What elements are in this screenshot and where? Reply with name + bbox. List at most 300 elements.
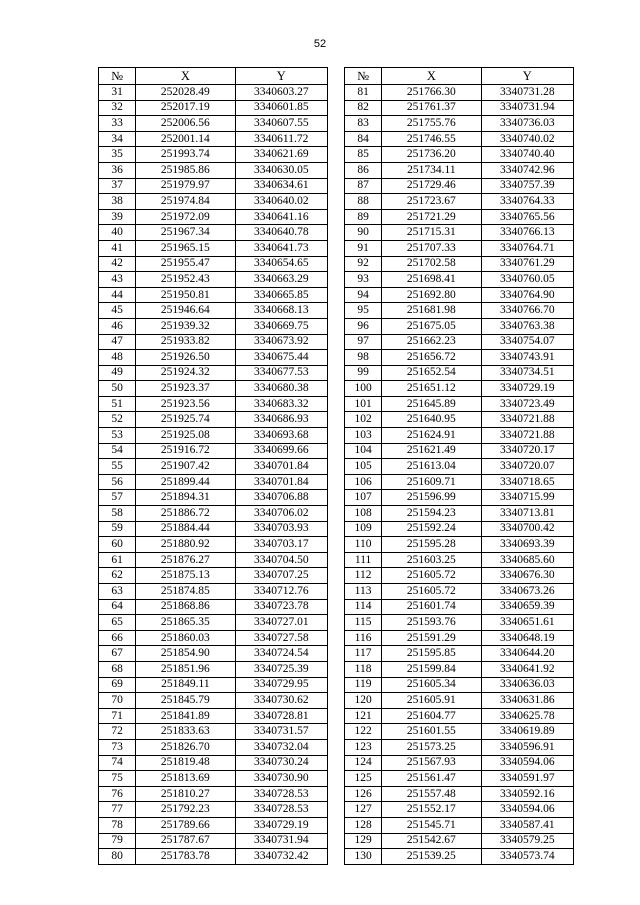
table-row [99, 615, 574, 631]
column-gap [327, 584, 344, 600]
table-row [99, 396, 574, 412]
right-x-coordinate-cell: 251591.29 [382, 630, 481, 646]
left-y-coordinate-cell: 3340730.90 [235, 771, 327, 787]
left-x-coordinate-cell: 251926.50 [136, 350, 235, 366]
column-gap [327, 490, 344, 506]
right-point-number-cell: 87 [345, 178, 382, 194]
table-row [99, 350, 574, 366]
left-point-number-cell: 53 [99, 428, 136, 444]
right-x-coordinate-cell: 251652.54 [382, 365, 481, 381]
left-x-coordinate-cell: 251860.03 [136, 630, 235, 646]
right-point-number-cell: 128 [345, 817, 382, 833]
table-row [99, 240, 574, 256]
table-row [99, 521, 574, 537]
left-point-number-cell: 78 [99, 817, 136, 833]
column-gap [327, 209, 344, 225]
right-point-number-cell: 111 [345, 552, 382, 568]
left-y-coordinate-cell: 3340730.24 [235, 755, 327, 771]
column-gap [327, 817, 344, 833]
right-y-coordinate-cell: 3340720.07 [481, 459, 573, 475]
right-point-number-cell: 84 [345, 131, 382, 147]
column-gap [327, 802, 344, 818]
column-gap [327, 381, 344, 397]
left-x-coordinate-cell: 252006.56 [136, 116, 235, 132]
left-x-coordinate-cell: 251894.31 [136, 490, 235, 506]
left-x-coordinate-cell: 251923.56 [136, 396, 235, 412]
column-gap [327, 833, 344, 849]
left-x-coordinate-cell: 251884.44 [136, 521, 235, 537]
right-point-number-cell: 117 [345, 646, 382, 662]
left-y-coordinate-cell: 3340634.61 [235, 178, 327, 194]
left-y-coordinate-cell: 3340641.16 [235, 209, 327, 225]
right-point-number-cell: 108 [345, 506, 382, 522]
header-y-right: Y [481, 68, 573, 85]
left-point-number-cell: 35 [99, 147, 136, 163]
table-row [99, 318, 574, 334]
right-x-coordinate-cell: 251605.34 [382, 677, 481, 693]
left-point-number-cell: 63 [99, 584, 136, 600]
left-x-coordinate-cell: 252001.14 [136, 131, 235, 147]
left-x-coordinate-cell: 251792.23 [136, 802, 235, 818]
right-x-coordinate-cell: 251593.76 [382, 615, 481, 631]
right-point-number-cell: 89 [345, 209, 382, 225]
left-x-coordinate-cell: 252017.19 [136, 100, 235, 116]
left-point-number-cell: 40 [99, 225, 136, 241]
right-x-coordinate-cell: 251640.95 [382, 412, 481, 428]
column-gap [327, 68, 344, 85]
right-y-coordinate-cell: 3340764.90 [481, 287, 573, 303]
column-gap [327, 365, 344, 381]
left-x-coordinate-cell: 251833.63 [136, 724, 235, 740]
table-row [99, 771, 574, 787]
table-row [99, 568, 574, 584]
right-point-number-cell: 86 [345, 162, 382, 178]
left-point-number-cell: 41 [99, 240, 136, 256]
left-point-number-cell: 42 [99, 256, 136, 272]
right-y-coordinate-cell: 3340573.74 [481, 849, 573, 865]
left-y-coordinate-cell: 3340730.62 [235, 693, 327, 709]
left-x-coordinate-cell: 251967.34 [136, 225, 235, 241]
right-x-coordinate-cell: 251613.04 [382, 459, 481, 475]
left-y-coordinate-cell: 3340641.73 [235, 240, 327, 256]
table-row [99, 599, 574, 615]
table-row [99, 630, 574, 646]
right-y-coordinate-cell: 3340685.60 [481, 552, 573, 568]
table-row [99, 490, 574, 506]
right-point-number-cell: 102 [345, 412, 382, 428]
table-row [99, 272, 574, 288]
left-y-coordinate-cell: 3340703.17 [235, 537, 327, 553]
left-y-coordinate-cell: 3340699.66 [235, 443, 327, 459]
left-x-coordinate-cell: 251974.84 [136, 194, 235, 210]
left-point-number-cell: 46 [99, 318, 136, 334]
column-gap [327, 318, 344, 334]
right-x-coordinate-cell: 251656.72 [382, 350, 481, 366]
left-x-coordinate-cell: 251845.79 [136, 693, 235, 709]
table-row [99, 755, 574, 771]
column-gap [327, 630, 344, 646]
right-x-coordinate-cell: 251707.33 [382, 240, 481, 256]
left-x-coordinate-cell: 251939.32 [136, 318, 235, 334]
right-x-coordinate-cell: 251605.91 [382, 693, 481, 709]
left-point-number-cell: 72 [99, 724, 136, 740]
left-y-coordinate-cell: 3340686.93 [235, 412, 327, 428]
right-y-coordinate-cell: 3340625.78 [481, 708, 573, 724]
left-x-coordinate-cell: 251880.92 [136, 537, 235, 553]
right-y-coordinate-cell: 3340641.92 [481, 661, 573, 677]
right-x-coordinate-cell: 251645.89 [382, 396, 481, 412]
right-y-coordinate-cell: 3340764.33 [481, 194, 573, 210]
right-point-number-cell: 129 [345, 833, 382, 849]
right-point-number-cell: 90 [345, 225, 382, 241]
right-point-number-cell: 121 [345, 708, 382, 724]
left-point-number-cell: 60 [99, 537, 136, 553]
left-point-number-cell: 36 [99, 162, 136, 178]
column-gap [327, 256, 344, 272]
right-y-coordinate-cell: 3340673.26 [481, 584, 573, 600]
right-y-coordinate-cell: 3340721.88 [481, 412, 573, 428]
left-x-coordinate-cell: 251925.08 [136, 428, 235, 444]
header-x-left: X [136, 68, 235, 85]
left-x-coordinate-cell: 251826.70 [136, 739, 235, 755]
right-y-coordinate-cell: 3340718.65 [481, 474, 573, 490]
column-gap [327, 443, 344, 459]
column-gap [327, 615, 344, 631]
table-row [99, 256, 574, 272]
column-gap [327, 225, 344, 241]
right-point-number-cell: 94 [345, 287, 382, 303]
right-point-number-cell: 123 [345, 739, 382, 755]
column-gap [327, 116, 344, 132]
column-gap [327, 334, 344, 350]
right-y-coordinate-cell: 3340659.39 [481, 599, 573, 615]
left-x-coordinate-cell: 252028.49 [136, 85, 235, 101]
left-x-coordinate-cell: 251946.64 [136, 303, 235, 319]
right-y-coordinate-cell: 3340631.86 [481, 693, 573, 709]
column-gap [327, 646, 344, 662]
column-gap [327, 677, 344, 693]
table-row [99, 739, 574, 755]
right-point-number-cell: 81 [345, 85, 382, 101]
left-x-coordinate-cell: 251787.67 [136, 833, 235, 849]
table-row [99, 786, 574, 802]
right-y-coordinate-cell: 3340594.06 [481, 802, 573, 818]
header-number-right: № [345, 68, 382, 85]
right-x-coordinate-cell: 251698.41 [382, 272, 481, 288]
column-gap [327, 350, 344, 366]
right-y-coordinate-cell: 3340591.97 [481, 771, 573, 787]
right-point-number-cell: 110 [345, 537, 382, 553]
left-point-number-cell: 44 [99, 287, 136, 303]
right-y-coordinate-cell: 3340740.02 [481, 131, 573, 147]
left-point-number-cell: 74 [99, 755, 136, 771]
right-y-coordinate-cell: 3340731.28 [481, 85, 573, 101]
right-x-coordinate-cell: 251729.46 [382, 178, 481, 194]
right-point-number-cell: 122 [345, 724, 382, 740]
left-point-number-cell: 59 [99, 521, 136, 537]
right-y-coordinate-cell: 3340587.41 [481, 817, 573, 833]
right-point-number-cell: 119 [345, 677, 382, 693]
right-point-number-cell: 125 [345, 771, 382, 787]
right-y-coordinate-cell: 3340757.39 [481, 178, 573, 194]
column-gap [327, 162, 344, 178]
left-point-number-cell: 32 [99, 100, 136, 116]
right-point-number-cell: 92 [345, 256, 382, 272]
right-x-coordinate-cell: 251552.17 [382, 802, 481, 818]
left-y-coordinate-cell: 3340665.85 [235, 287, 327, 303]
left-y-coordinate-cell: 3340703.93 [235, 521, 327, 537]
right-y-coordinate-cell: 3340740.40 [481, 147, 573, 163]
left-point-number-cell: 47 [99, 334, 136, 350]
column-gap [327, 693, 344, 709]
column-gap [327, 459, 344, 475]
right-y-coordinate-cell: 3340579.25 [481, 833, 573, 849]
right-point-number-cell: 113 [345, 584, 382, 600]
right-y-coordinate-cell: 3340676.30 [481, 568, 573, 584]
right-x-coordinate-cell: 251595.28 [382, 537, 481, 553]
right-x-coordinate-cell: 251595.85 [382, 646, 481, 662]
left-x-coordinate-cell: 251979.97 [136, 178, 235, 194]
right-point-number-cell: 95 [345, 303, 382, 319]
table-row [99, 100, 574, 116]
right-point-number-cell: 112 [345, 568, 382, 584]
column-gap [327, 755, 344, 771]
left-y-coordinate-cell: 3340668.13 [235, 303, 327, 319]
right-point-number-cell: 91 [345, 240, 382, 256]
left-point-number-cell: 54 [99, 443, 136, 459]
left-y-coordinate-cell: 3340611.72 [235, 131, 327, 147]
right-x-coordinate-cell: 251723.67 [382, 194, 481, 210]
right-point-number-cell: 99 [345, 365, 382, 381]
right-x-coordinate-cell: 251601.74 [382, 599, 481, 615]
left-point-number-cell: 51 [99, 396, 136, 412]
right-x-coordinate-cell: 251596.99 [382, 490, 481, 506]
table-row [99, 116, 574, 132]
table-row [99, 693, 574, 709]
right-y-coordinate-cell: 3340713.81 [481, 506, 573, 522]
column-gap [327, 303, 344, 319]
left-point-number-cell: 39 [99, 209, 136, 225]
right-x-coordinate-cell: 251542.67 [382, 833, 481, 849]
left-y-coordinate-cell: 3340680.38 [235, 381, 327, 397]
column-gap [327, 786, 344, 802]
left-y-coordinate-cell: 3340663.29 [235, 272, 327, 288]
right-y-coordinate-cell: 3340619.89 [481, 724, 573, 740]
left-point-number-cell: 62 [99, 568, 136, 584]
right-point-number-cell: 97 [345, 334, 382, 350]
column-gap [327, 178, 344, 194]
right-y-coordinate-cell: 3340644.20 [481, 646, 573, 662]
right-y-coordinate-cell: 3340723.49 [481, 396, 573, 412]
table-row [99, 365, 574, 381]
left-y-coordinate-cell: 3340707.25 [235, 568, 327, 584]
right-x-coordinate-cell: 251624.91 [382, 428, 481, 444]
left-point-number-cell: 56 [99, 474, 136, 490]
right-x-coordinate-cell: 251594.23 [382, 506, 481, 522]
left-point-number-cell: 64 [99, 599, 136, 615]
table-row [99, 849, 574, 865]
left-point-number-cell: 71 [99, 708, 136, 724]
left-y-coordinate-cell: 3340640.02 [235, 194, 327, 210]
table-row [99, 537, 574, 553]
right-point-number-cell: 93 [345, 272, 382, 288]
table-row [99, 833, 574, 849]
right-x-coordinate-cell: 251609.71 [382, 474, 481, 490]
right-x-coordinate-cell: 251573.25 [382, 739, 481, 755]
table-header-row [99, 68, 574, 85]
left-x-coordinate-cell: 251865.35 [136, 615, 235, 631]
left-point-number-cell: 73 [99, 739, 136, 755]
left-x-coordinate-cell: 251899.44 [136, 474, 235, 490]
left-point-number-cell: 65 [99, 615, 136, 631]
table-row [99, 303, 574, 319]
left-x-coordinate-cell: 251924.32 [136, 365, 235, 381]
left-point-number-cell: 55 [99, 459, 136, 475]
left-x-coordinate-cell: 251972.09 [136, 209, 235, 225]
left-x-coordinate-cell: 251874.85 [136, 584, 235, 600]
left-x-coordinate-cell: 251810.27 [136, 786, 235, 802]
table-row [99, 194, 574, 210]
right-x-coordinate-cell: 251675.05 [382, 318, 481, 334]
left-y-coordinate-cell: 3340701.84 [235, 474, 327, 490]
table-row [99, 147, 574, 163]
right-y-coordinate-cell: 3340764.71 [481, 240, 573, 256]
table-row [99, 677, 574, 693]
table-row [99, 225, 574, 241]
left-y-coordinate-cell: 3340729.95 [235, 677, 327, 693]
right-x-coordinate-cell: 251601.55 [382, 724, 481, 740]
right-x-coordinate-cell: 251736.20 [382, 147, 481, 163]
right-x-coordinate-cell: 251721.29 [382, 209, 481, 225]
right-y-coordinate-cell: 3340766.70 [481, 303, 573, 319]
column-gap [327, 412, 344, 428]
left-y-coordinate-cell: 3340601.85 [235, 100, 327, 116]
left-y-coordinate-cell: 3340732.42 [235, 849, 327, 865]
right-x-coordinate-cell: 251734.11 [382, 162, 481, 178]
right-x-coordinate-cell: 251561.47 [382, 771, 481, 787]
right-y-coordinate-cell: 3340651.61 [481, 615, 573, 631]
table-row [99, 287, 574, 303]
left-point-number-cell: 69 [99, 677, 136, 693]
left-y-coordinate-cell: 3340621.69 [235, 147, 327, 163]
table-row [99, 334, 574, 350]
right-point-number-cell: 126 [345, 786, 382, 802]
right-y-coordinate-cell: 3340743.91 [481, 350, 573, 366]
left-point-number-cell: 80 [99, 849, 136, 865]
right-y-coordinate-cell: 3340742.96 [481, 162, 573, 178]
right-x-coordinate-cell: 251603.25 [382, 552, 481, 568]
left-point-number-cell: 76 [99, 786, 136, 802]
left-x-coordinate-cell: 251813.69 [136, 771, 235, 787]
header-number-left: № [99, 68, 136, 85]
right-point-number-cell: 88 [345, 194, 382, 210]
right-x-coordinate-cell: 251662.23 [382, 334, 481, 350]
left-y-coordinate-cell: 3340732.04 [235, 739, 327, 755]
right-point-number-cell: 120 [345, 693, 382, 709]
left-y-coordinate-cell: 3340712.76 [235, 584, 327, 600]
table-row [99, 443, 574, 459]
left-x-coordinate-cell: 251886.72 [136, 506, 235, 522]
left-y-coordinate-cell: 3340607.55 [235, 116, 327, 132]
right-point-number-cell: 115 [345, 615, 382, 631]
left-y-coordinate-cell: 3340728.53 [235, 802, 327, 818]
left-y-coordinate-cell: 3340675.44 [235, 350, 327, 366]
right-y-coordinate-cell: 3340763.38 [481, 318, 573, 334]
left-y-coordinate-cell: 3340728.53 [235, 786, 327, 802]
left-y-coordinate-cell: 3340723.78 [235, 599, 327, 615]
column-gap [327, 771, 344, 787]
right-point-number-cell: 114 [345, 599, 382, 615]
table-row [99, 661, 574, 677]
right-y-coordinate-cell: 3340761.29 [481, 256, 573, 272]
left-y-coordinate-cell: 3340677.53 [235, 365, 327, 381]
table-row [99, 724, 574, 740]
left-x-coordinate-cell: 251955.47 [136, 256, 235, 272]
right-y-coordinate-cell: 3340754.07 [481, 334, 573, 350]
left-point-number-cell: 77 [99, 802, 136, 818]
right-y-coordinate-cell: 3340765.56 [481, 209, 573, 225]
left-y-coordinate-cell: 3340693.68 [235, 428, 327, 444]
left-y-coordinate-cell: 3340673.92 [235, 334, 327, 350]
right-x-coordinate-cell: 251539.25 [382, 849, 481, 865]
left-point-number-cell: 33 [99, 116, 136, 132]
left-x-coordinate-cell: 251933.82 [136, 334, 235, 350]
left-x-coordinate-cell: 251950.81 [136, 287, 235, 303]
column-gap [327, 599, 344, 615]
left-y-coordinate-cell: 3340729.19 [235, 817, 327, 833]
right-y-coordinate-cell: 3340721.88 [481, 428, 573, 444]
table-row [99, 412, 574, 428]
left-point-number-cell: 68 [99, 661, 136, 677]
column-gap [327, 272, 344, 288]
right-y-coordinate-cell: 3340596.91 [481, 739, 573, 755]
left-point-number-cell: 75 [99, 771, 136, 787]
left-point-number-cell: 79 [99, 833, 136, 849]
table-row [99, 552, 574, 568]
right-y-coordinate-cell: 3340594.06 [481, 755, 573, 771]
left-x-coordinate-cell: 251925.74 [136, 412, 235, 428]
column-gap [327, 100, 344, 116]
table-row [99, 474, 574, 490]
left-point-number-cell: 57 [99, 490, 136, 506]
left-y-coordinate-cell: 3340731.94 [235, 833, 327, 849]
left-y-coordinate-cell: 3340724.54 [235, 646, 327, 662]
left-y-coordinate-cell: 3340669.75 [235, 318, 327, 334]
right-point-number-cell: 100 [345, 381, 382, 397]
left-y-coordinate-cell: 3340731.57 [235, 724, 327, 740]
header-y-left: Y [235, 68, 327, 85]
table-row [99, 459, 574, 475]
left-x-coordinate-cell: 251907.42 [136, 459, 235, 475]
left-x-coordinate-cell: 251916.72 [136, 443, 235, 459]
left-point-number-cell: 66 [99, 630, 136, 646]
right-y-coordinate-cell: 3340736.03 [481, 116, 573, 132]
right-y-coordinate-cell: 3340731.94 [481, 100, 573, 116]
column-gap [327, 708, 344, 724]
left-point-number-cell: 61 [99, 552, 136, 568]
left-y-coordinate-cell: 3340630.05 [235, 162, 327, 178]
left-point-number-cell: 31 [99, 85, 136, 101]
column-gap [327, 739, 344, 755]
left-y-coordinate-cell: 3340706.88 [235, 490, 327, 506]
right-x-coordinate-cell: 251681.98 [382, 303, 481, 319]
table-row [99, 85, 574, 101]
right-x-coordinate-cell: 251761.37 [382, 100, 481, 116]
right-y-coordinate-cell: 3340720.17 [481, 443, 573, 459]
left-x-coordinate-cell: 251965.15 [136, 240, 235, 256]
column-gap [327, 849, 344, 865]
left-point-number-cell: 34 [99, 131, 136, 147]
